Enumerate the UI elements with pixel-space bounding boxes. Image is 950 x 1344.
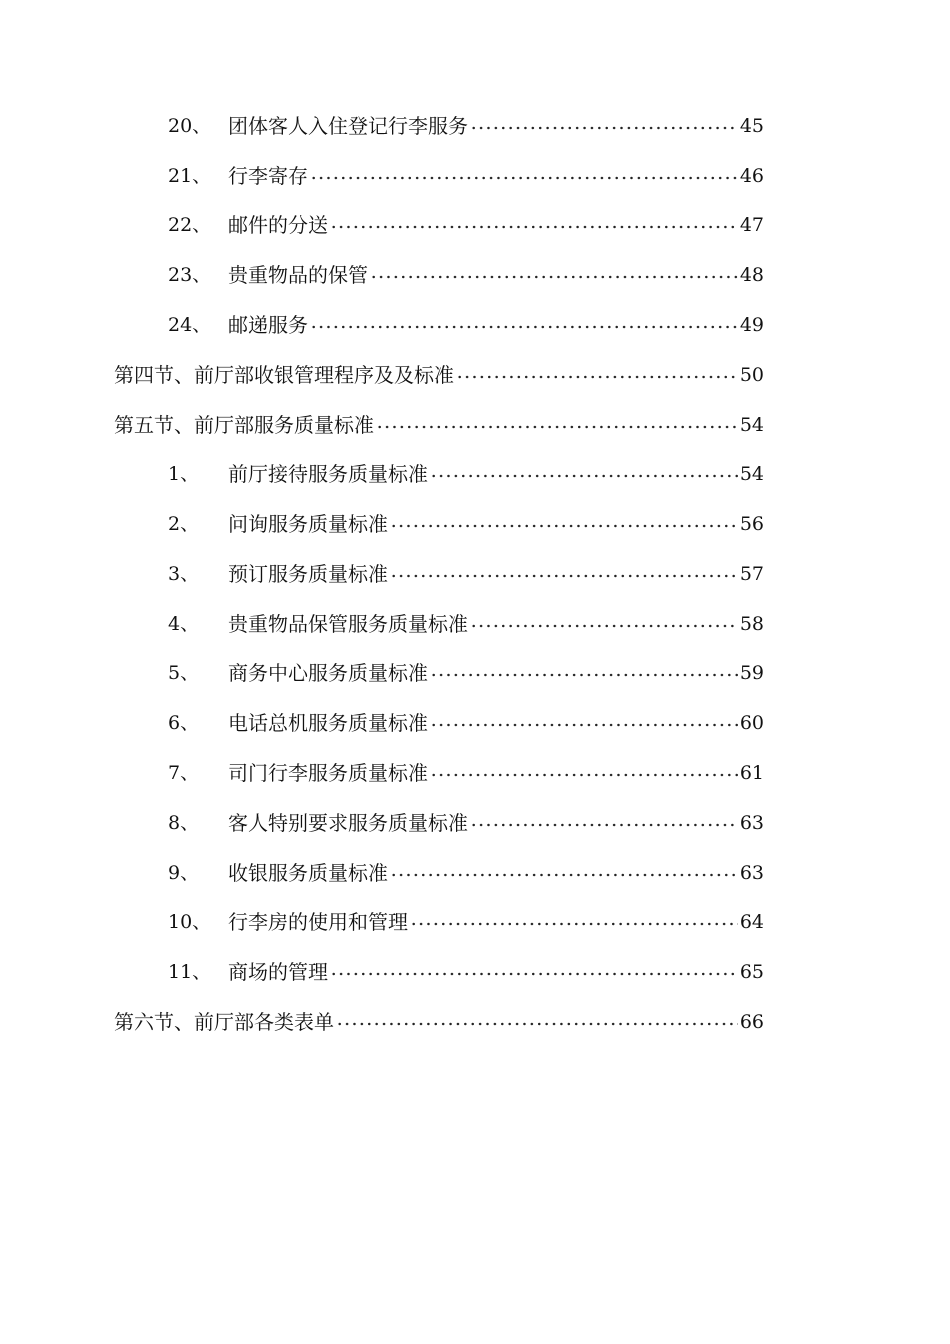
toc-entry-title: 行李寄存: [228, 164, 308, 188]
toc-entry-page: 60: [739, 712, 764, 734]
leader-dots: [470, 609, 738, 639]
toc-entry-number: 6、: [168, 712, 200, 734]
toc-entry-page: 59: [739, 662, 764, 684]
toc-entry-page: 63: [739, 862, 764, 884]
leader-dots: [330, 210, 738, 240]
leader-dots: [376, 410, 738, 440]
leader-dots: [470, 808, 738, 838]
leader-dots: [370, 260, 738, 290]
toc-entry-page: 47: [739, 214, 764, 236]
toc-entry-title: 问询服务质量标准: [228, 512, 388, 536]
leader-dots: [390, 858, 738, 888]
toc-section-title: 第四节、前厅部收银管理程序及及标准: [114, 363, 454, 387]
toc-entry-title: 前厅接待服务质量标准: [228, 462, 428, 486]
toc-entry-number: 5、: [168, 662, 200, 684]
toc-entry[interactable]: [168, 758, 764, 788]
toc-section-entry[interactable]: [114, 410, 764, 440]
toc-entry[interactable]: [168, 310, 764, 340]
toc-entry-page: 46: [739, 165, 764, 187]
toc-entry-page: 61: [739, 762, 764, 784]
toc-entry-page: 58: [739, 613, 764, 635]
leader-dots: [390, 559, 738, 589]
toc-section-title: 第六节、前厅部各类表单: [114, 1010, 334, 1034]
toc-entry-title: 电话总机服务质量标准: [228, 711, 428, 735]
toc-entry-number: 24、: [168, 314, 212, 336]
toc-entry-number: 20、: [168, 115, 212, 137]
toc-entry-number: 8、: [168, 812, 200, 834]
toc-entry[interactable]: [168, 907, 764, 937]
toc-entry-page: 63: [739, 812, 764, 834]
toc-entry-page: 65: [739, 961, 764, 983]
toc-entry-number: 11、: [168, 961, 212, 983]
toc-entry-number: 4、: [168, 613, 200, 635]
toc-entry-page: 54: [739, 414, 764, 436]
toc-entry-page: 54: [739, 463, 764, 485]
leader-dots: [430, 658, 738, 688]
leader-dots: [430, 708, 738, 738]
toc-entry-page: 57: [739, 563, 764, 585]
toc-entry-title: 司门行李服务质量标准: [228, 761, 428, 785]
toc-entry-title: 行李房的使用和管理: [228, 910, 408, 934]
leader-dots: [470, 111, 738, 141]
leader-dots: [430, 758, 738, 788]
leader-dots: [456, 360, 738, 390]
toc-entry-page: 64: [739, 911, 764, 933]
leader-dots: [336, 1007, 738, 1037]
toc-entry[interactable]: [168, 210, 764, 240]
toc-entry[interactable]: [168, 858, 764, 888]
toc-entry[interactable]: [168, 559, 764, 589]
toc-entry[interactable]: [168, 161, 764, 191]
toc-entry-number: 21、: [168, 165, 212, 187]
toc-entry-page: 66: [739, 1011, 764, 1033]
toc-entry-title: 商务中心服务质量标准: [228, 661, 428, 685]
toc-entry-page: 49: [739, 314, 764, 336]
toc-entry-title: 贵重物品保管服务质量标准: [228, 612, 468, 636]
toc-entry[interactable]: [168, 609, 764, 639]
toc-entry-page: 50: [739, 364, 764, 386]
toc-entry-title: 预订服务质量标准: [228, 562, 388, 586]
toc-entry[interactable]: [168, 708, 764, 738]
toc-entry-page: 48: [739, 264, 764, 286]
leader-dots: [310, 161, 738, 191]
leader-dots: [410, 907, 738, 937]
toc-entry-number: 2、: [168, 513, 200, 535]
toc-entry-title: 客人特别要求服务质量标准: [228, 811, 468, 835]
toc-entry-title: 邮件的分送: [228, 213, 328, 237]
toc-entry-number: 1、: [168, 463, 200, 485]
toc-section-entry[interactable]: [114, 360, 764, 390]
toc-entry-number: 7、: [168, 762, 200, 784]
toc-section-title: 第五节、前厅部服务质量标准: [114, 413, 374, 437]
toc-entry[interactable]: [168, 509, 764, 539]
toc-entry-number: 22、: [168, 214, 212, 236]
toc-entry-title: 商场的管理: [228, 960, 328, 984]
toc-entry-title: 团体客人入住登记行李服务: [228, 114, 468, 138]
toc-entry-number: 23、: [168, 264, 212, 286]
toc-entry-number: 10、: [168, 911, 212, 933]
toc-entry-number: 9、: [168, 862, 200, 884]
toc-entry[interactable]: [168, 808, 764, 838]
leader-dots: [310, 310, 738, 340]
leader-dots: [430, 459, 738, 489]
toc-entry-number: 3、: [168, 563, 200, 585]
leader-dots: [330, 957, 738, 987]
toc-entry[interactable]: [168, 260, 764, 290]
toc-entry[interactable]: [168, 658, 764, 688]
toc-entry[interactable]: [168, 111, 764, 141]
toc-entry[interactable]: [168, 459, 764, 489]
leader-dots: [390, 509, 738, 539]
toc-entry-page: 45: [739, 115, 764, 137]
toc-entry-title: 贵重物品的保管: [228, 263, 368, 287]
toc-section-entry[interactable]: [114, 1007, 764, 1037]
toc-entry[interactable]: [168, 957, 764, 987]
toc-entry-title: 邮递服务: [228, 313, 308, 337]
toc-entry-title: 收银服务质量标准: [228, 861, 388, 885]
toc-entry-page: 56: [739, 513, 764, 535]
